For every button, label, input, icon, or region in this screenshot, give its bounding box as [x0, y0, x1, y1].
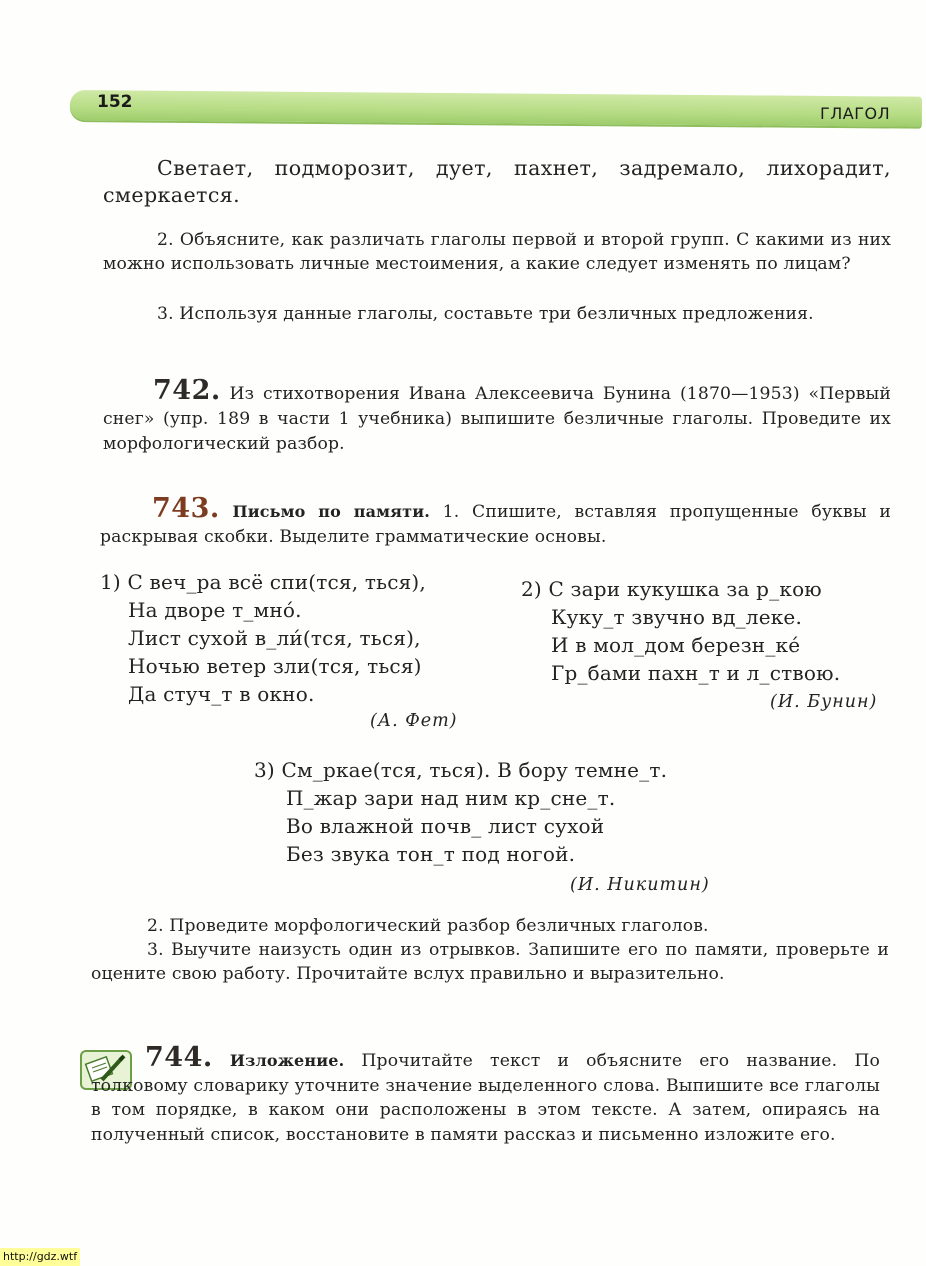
exercise-743: [100, 493, 891, 550]
source-url[interactable]: http://gdz.wtf: [0, 1248, 80, 1266]
poem-1-line: 1) С веч_ра всё спи(тся, ться),: [100, 570, 426, 594]
poem-2-line: И в мол_дом березн_ке́: [551, 633, 801, 657]
poem-2: [521, 575, 840, 687]
poem-1-line: Ночью ветер зли(тся, ться): [128, 654, 422, 678]
exercise-743-task-2: 2. Проведите морфологический разбор безличных глаголов.: [147, 916, 709, 936]
poem-1-line: Лист сухой в_ли́(тся, ться),: [128, 626, 421, 650]
exercise-743-task-3: 3. Выучите наизусть один из отрывков. Запишите его по памяти, проверьте и оцените свою работу. Прочитайте вслух правильно и выразительно.: [91, 940, 889, 984]
page-number: 152: [97, 92, 133, 112]
exercise-742-text: Из стихотворения Ивана Алексеевича Бунина (1870—1953) «Первый снег» (упр. 189 в части 1 учебника) выпишите безличные глаголы. Проведите их морфологический разбор.: [103, 384, 891, 454]
poem-2-author: (И. Бунин): [770, 692, 878, 712]
intro-task-3: 3. Используя данные глаголы, составьте три безличных предложения.: [157, 304, 814, 324]
poem-3-line: Во влажной почв_ лист сухой: [286, 814, 605, 838]
intro-task-2: 2. Объясните, как различать глаголы первой и второй групп. С какими из них можно использовать личные местоимения, а какие следует изменять по лицам?: [103, 230, 891, 274]
header-band: [70, 90, 922, 127]
poem-3-line: 3) См_ркае(тся, ться). В бору темне_т.: [254, 758, 668, 782]
poem-1-author: (А. Фет): [370, 711, 458, 731]
poem-2-line: 2) С зари кукушка за р_кою: [521, 577, 822, 601]
exercise-744-number: 744.: [145, 1042, 213, 1073]
running-title: ГЛАГОЛ: [820, 104, 891, 123]
exercise-742-number: 742.: [153, 375, 221, 406]
exercise-743-title: Письмо по памяти.: [232, 502, 430, 521]
poem-1-line: На дворе т_мно́.: [128, 598, 302, 622]
poem-3: [254, 756, 667, 868]
poem-1-line: Да стуч_т в окно.: [128, 682, 315, 706]
poem-3-line: Без звука тон_т под ногой.: [286, 842, 576, 866]
poem-2-line: Гр_бами пахн_т и л_ствою.: [551, 661, 841, 685]
exercise-744-text: Прочитайте текст и объясните его название. По толковому словарику уточните значение выделенного слова. Выпишите все глаголы в том порядке, в каком они расположены в этом тексте. А затем, опираясь на полученный список, восстановите в памяти рассказ и письменно изложите его.: [91, 1051, 880, 1145]
exercise-743-number: 743.: [152, 493, 220, 524]
poem-3-line: П_жар зари над ним кр_сне_т.: [286, 786, 616, 810]
poem-1: [100, 568, 426, 708]
exercise-744-title: Изложение.: [229, 1051, 345, 1070]
exercise-744: [91, 1042, 880, 1147]
poem-3-author: (И. Никитин): [570, 875, 710, 895]
exercise-743-text: 1. Спишите, вставляя пропущенные буквы и раскрывая скобки. Выделите грамматические основы.: [100, 502, 891, 547]
poem-2-line: Куку_т звучно вд_леке.: [551, 605, 803, 629]
exercise-742: [103, 375, 891, 457]
verbs-list: Светает, подморозит, дует, пахнет, задремало, лихорадит, смеркается.: [103, 156, 891, 207]
